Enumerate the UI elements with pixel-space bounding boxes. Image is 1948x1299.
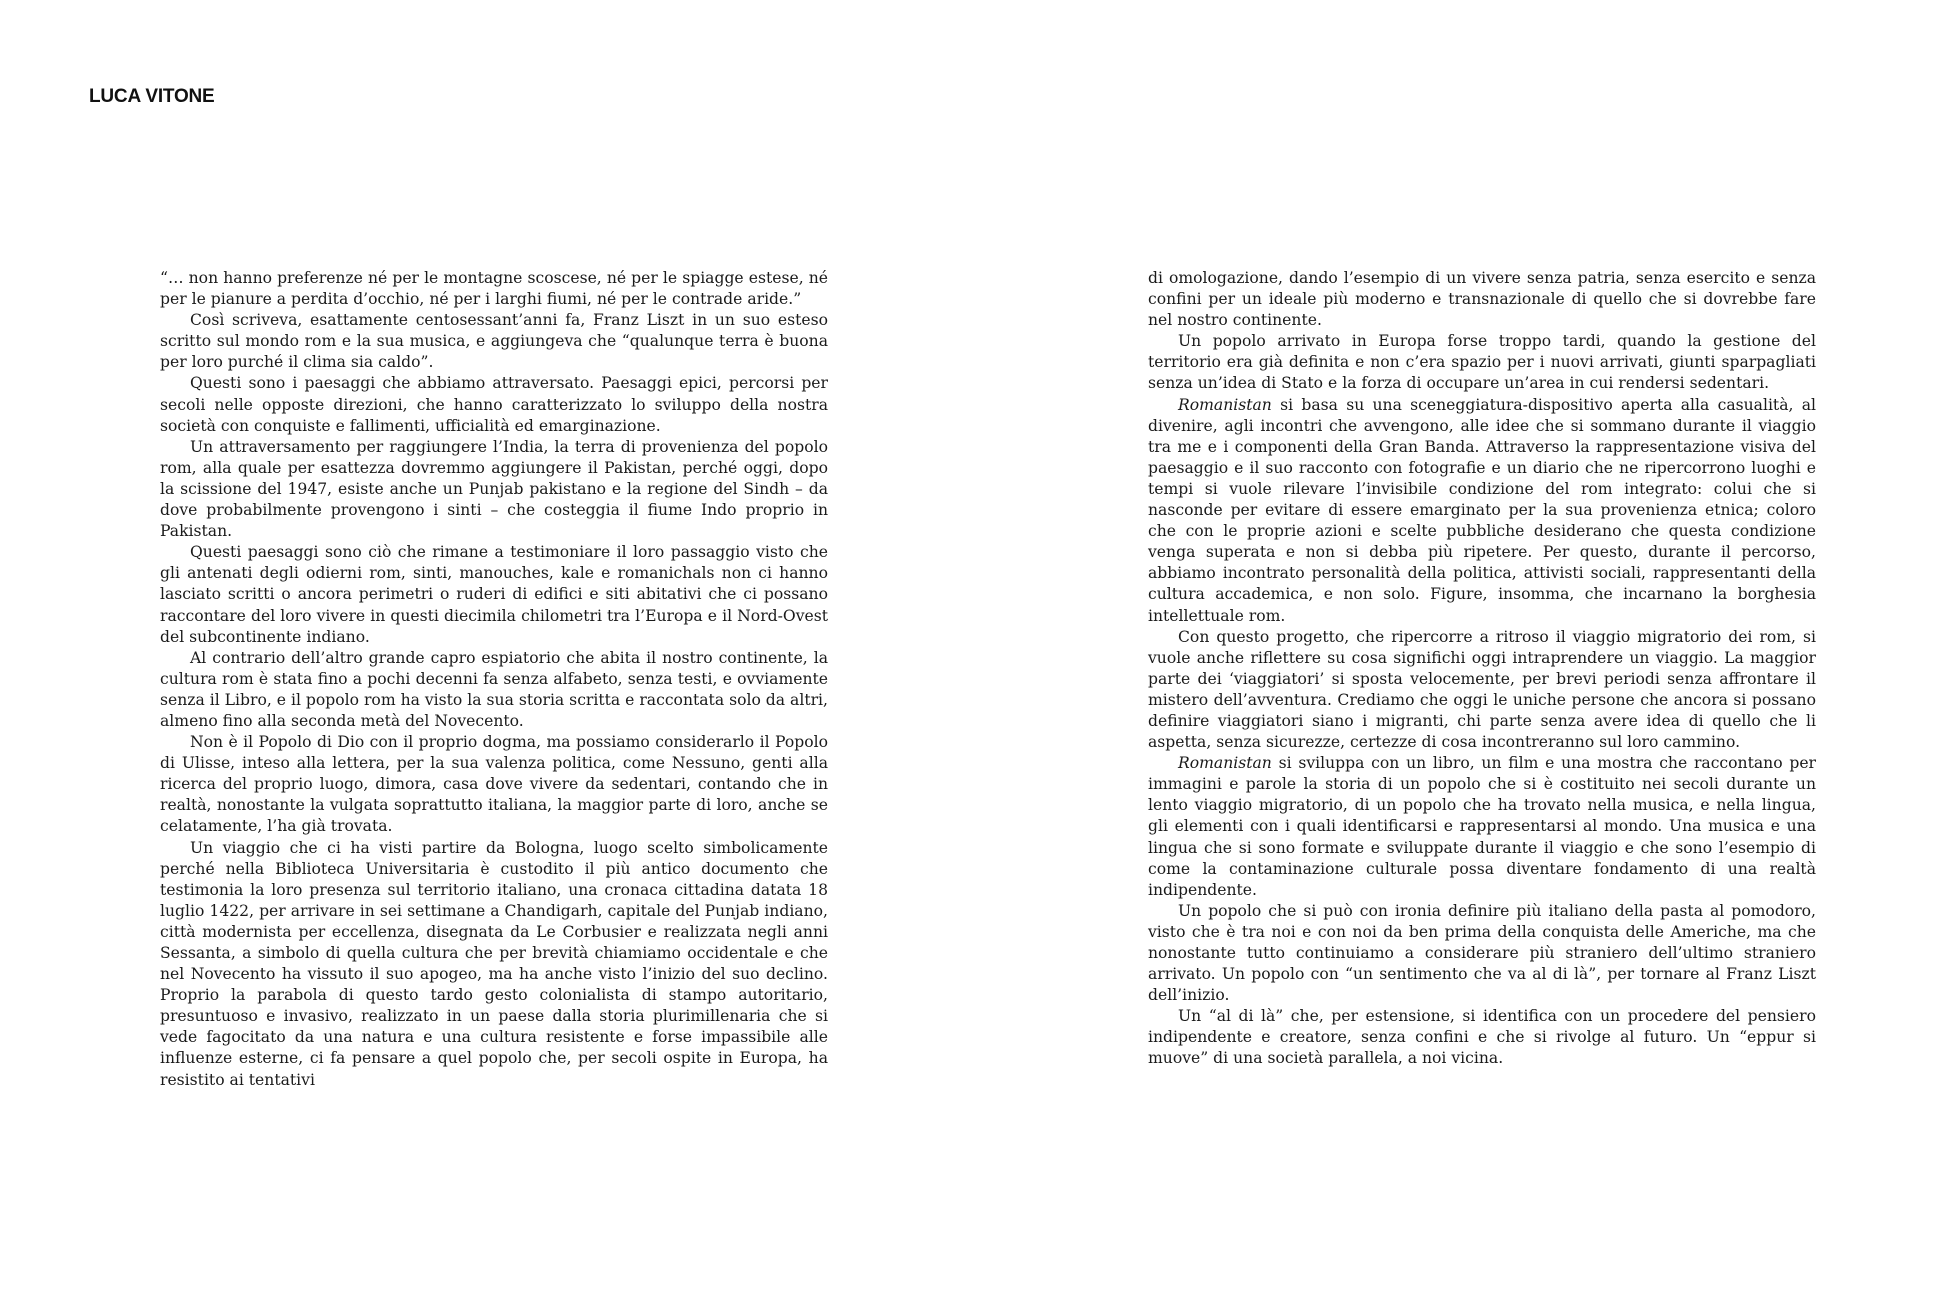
paragraph-quote: “… non hanno preferenze né per le montagne scoscese, né per le spiagge estese, né per le pianure a perdita d’occhio, né per i larghi fiumi, né per le contrade aride.” (160, 269, 828, 309)
paragraph: Un viaggio che ci ha visti partire da Bologna, luogo scelto simbolicamente perché nella Biblioteca Universitaria è custodito il più antico documento che testimonia la loro presenza sul territorio italiano, una cronaca cittadina datata 18 luglio 1422, per arrivare in sei settimane a Chandigarh, capitale del Punjab indiano, città modernista per eccellenza, disegnata da Le Corbusier e realizzata negli anni Sessanta, a simbolo di quella cultura che per brevità chiamiamo occidentale e che nel Novecento ha vissuto il suo apogeo, ma ha anche visto l’inizio del suo declino. Proprio la parabola di questo tardo gesto colonialista di stampo autoritario, presuntuoso e invasivo, realizzato in un paese dalla storia plurimillenaria che si vede fagocitato da una natura e una cultura resistente e forse impassibile alle influenze esterne, ci fa pensare a quel popolo che, per secoli ospite in Europa, ha resistito ai tentativi (160, 838, 828, 1089)
paragraph-text: si basa su una sceneggiatura-dispositivo aperta alla casualità, al divenire, agli incontri che avvengono, alle idee che si sommano durante il viaggio tra me e i componenti della Gran Banda. Attraverso la rappresentazione visiva del paesaggio e il suo racconto con fotografie e un diario che ne ripercorrono luoghi e tempi si vuole rilevare l’invisibile condizione del rom integrato: colui che si nasconde per evitare di essere emarginato per la sua provenienza etnica; coloro che con le proprie azioni e scelte pubbliche desiderano che questa condizione venga superata e non si debba più ripetere. Per questo, durante il percorso, abbiamo incontrato personalità della politica, attivisti sociali, rappresentanti della cultura accademica, e non solo. Figure, insomma, che incarnano la borghesia intellettuale rom. (1148, 395, 1816, 625)
paragraph: Così scriveva, esattamente centosessant’anni fa, Franz Liszt in un suo esteso scritto sul mondo rom e la sua musica, e aggiungeva che “qualunque terra è buona per loro purché il clima sia caldo”. (160, 311, 828, 372)
paragraph: Un “al di là” che, per estensione, si identifica con un procedere del pensiero indipendente e creatore, senza confini e che si rivolge al futuro. Un “eppur si muove” di una società parallela, a noi vicina. (1148, 1007, 1816, 1068)
paragraph: Un popolo che si può con ironia definire più italiano della pasta al pomodoro, visto che è tra noi e con noi da ben prima della conquista delle Americhe, ma che nonostante tutto continuiamo a considerare più straniero dell’ultimo straniero arrivato. Un popolo con “un sentimento che va al di là”, per tornare al Franz Liszt dell’inizio. (1148, 901, 1816, 1005)
paragraph (1148, 753, 1816, 901)
project-title: Romanistan (1178, 754, 1272, 773)
paragraph: Un popolo arrivato in Europa forse troppo tardi, quando la gestione del territorio era già definita e non c’era spazio per i nuovi arrivati, giunti sparpagliati senza un’idea di Stato e la forza di occupare un’area in cui rendersi sedentari. (1148, 332, 1816, 393)
running-header: LUCA VITONE (89, 86, 215, 107)
paragraph-continued: di omologazione, dando l’esempio di un vivere senza patria, senza esercito e senza confini per un ideale più moderno e transnazionale di quello che si dovrebbe fare nel nostro continente. (1148, 269, 1816, 330)
paragraph: Al contrario dell’altro grande capro espiatorio che abita il nostro continente, la cultura rom è stata fino a pochi decenni fa senza alfabeto, senza testi, e ovviamente senza il Libro, e il popolo rom ha visto la sua storia scritta e raccontata solo da altri, almeno fino alla seconda metà del Novecento. (160, 648, 828, 730)
right-text-column (1148, 268, 1816, 1070)
paragraph: Con questo progetto, che ripercorre a ritroso il viaggio migratorio dei rom, si vuole anche riflettere su cosa significhi oggi intraprendere un viaggio. La maggior parte dei ‘viaggiatori’ si sposta velocemente, per brevi periodi senza affrontare il mistero dell’avventura. Crediamo che oggi le uniche persone che ancora si possano definire viaggiatori siano i migranti, chi parte senza avere idea di quello che li aspetta, senza sicurezze, certezze di cosa incontreranno sul loro cammino. (1148, 627, 1816, 752)
paragraph-text: si sviluppa con un libro, un film e una mostra che raccontano per immagini e parole la storia di un popolo che si è costituito nei secoli durante un lento viaggio migratorio, di un popolo che ha trovato nella musica, e nella lingua, gli elementi con i quali identificarsi e rappresentarsi al mondo. Una musica e una lingua che si sono formate e sviluppate durante il viaggio e che sono l’esempio di come la contaminazione culturale possa diventare fondamento di una realtà indipendente. (1148, 754, 1816, 899)
project-title: Romanistan (1178, 395, 1272, 414)
paragraph: Questi paesaggi sono ciò che rimane a testimoniare il loro passaggio visto che gli antenati degli odierni rom, sinti, manouches, kale e romanichals non ci hanno lasciato scritti o ancora perimetri o ruderi di edifici e siti abitativi che ci possano raccontare del loro vivere in questi diecimila chilometri tra l’Europa e il Nord-Ovest del subcontinente indiano. (160, 543, 828, 646)
left-text-column (160, 268, 828, 1091)
paragraph: Questi sono i paesaggi che abbiamo attraversato. Paesaggi epici, percorsi per secoli nelle opposte direzioni, che hanno caratterizzato lo sviluppo della nostra società con conquiste e fallimenti, ufficialità ed emarginazione. (160, 374, 828, 435)
paragraph: Non è il Popolo di Dio con il proprio dogma, ma possiamo considerarlo il Popolo di Ulisse, inteso alla lettera, per la sua valenza politica, come Nessuno, genti alla ricerca del proprio luogo, dimora, casa dove vivere da sedentari, contando che in realtà, nonostante la vulgata soprattutto italiana, la maggior parte di loro, anche se celatamente, l’ha già trovata. (160, 733, 828, 836)
paragraph: Un attraversamento per raggiungere l’India, la terra di provenienza del popolo rom, alla quale per esattezza dovremmo aggiungere il Pakistan, perché oggi, dopo la scissione del 1947, esiste anche un Punjab pakistano e la regione del Sindh – da dove probabilmente provengono i sinti – che costeggia il fiume Indo proprio in Pakistan. (160, 437, 828, 541)
paragraph (1148, 395, 1816, 627)
